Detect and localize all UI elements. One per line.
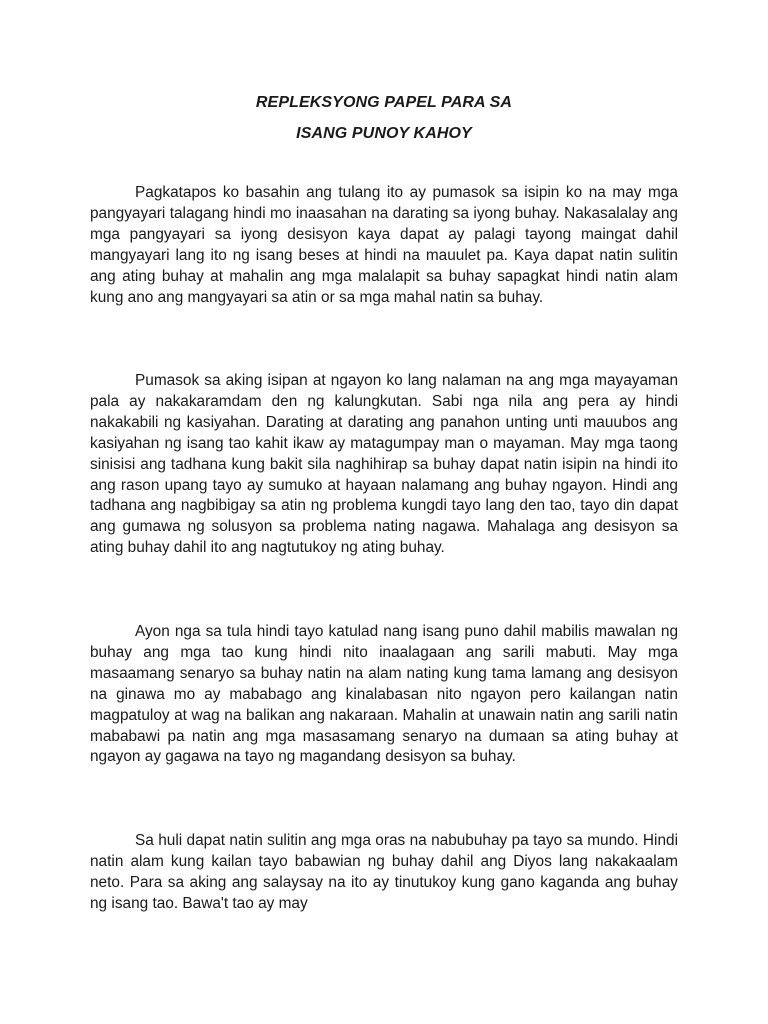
paragraph-1: Pagkatapos ko basahin ang tulang ito ay pumasok sa isipin ko na may mga pangyayari talagang hindi mo inaasahan na darating sa iyong buhay. Nakasalalay ang mga pangyayari sa iyong desisyon kaya dapat ay palagi tayong maingat dahil mangyayari lang ito ng isang beses at hindi na mauulet pa. Kaya dapat natin sulitin ang ating buhay at mahalin ang mga malalapit sa buhay sapagkat hindi natin alam kung ano ang mangyayari sa atin or sa mga mahal natin sa buhay. xyxy=(90,184,678,306)
document-title-line-1: REPLEKSYONG PAPEL PARA SA xyxy=(255,94,513,111)
document-title-line-2: ISANG PUNOY KAHOY xyxy=(296,125,472,142)
paragraph-4: Sa huli dapat natin sulitin ang mga oras na nabubuhay pa tayo sa mundo. Hindi natin alam kung kailan tayo babawian ng buhay dahil ang Diyos lang nakakaalam neto. Para sa aking ang salaysay na ito ay tinutukoy kung gano kaganda ang buhay ng isang tao. Bawa't tao ay may xyxy=(90,832,678,912)
paragraph-3: Ayon nga sa tula hindi tayo katulad nang isang puno dahil mabilis mawalan ng buhay ang mga tao kung hindi nito inaalagaan ang sarili mabuti. May mga masaamang senaryo sa buhay natin na alam nating kung tama lamang ang desisyon na ginawa mo ay mababago ang kinalabasan nito ngayon pero kailangan natin magpatuloy at wag na balikan ang nakaraan. Mahalin at unawain natin ang sarili natin mababawi pa natin ang mga masasamang senaryo na dumaan sa ating buhay at ngayon ay gagawa na tayo ng magandang desisyon sa buhay. xyxy=(90,623,678,766)
paragraph-2: Pumasok sa aking isipan at ngayon ko lang nalaman na ang mga mayayaman pala ay nakakaramdam den ng kalungkutan. Sabi nga nila ang pera ay hindi nakakabili ng kasiyahan. Darating at darating ang panahon unting unti mauubos ang kasiyahan ng isang tao kahit ikaw ay matagumpay man o mayaman. May mga taong sinisisi ang tadhana kung bakit sila naghihirap sa buhay dapat natin isipin na hindi ito ang rason upang tayo ay sumuko at hayaan nalamang ang buhay ngayon. Hindi ang tadhana ang nagbibigay sa atin ng problema kungdi tayo lang den tao, tayo din dapat ang gumawa ng solusyon sa problema nating nagawa. Mahalaga ang desisyon sa ating buhay dahil ito ang nagtutukoy ng ating buhay. xyxy=(90,372,678,557)
